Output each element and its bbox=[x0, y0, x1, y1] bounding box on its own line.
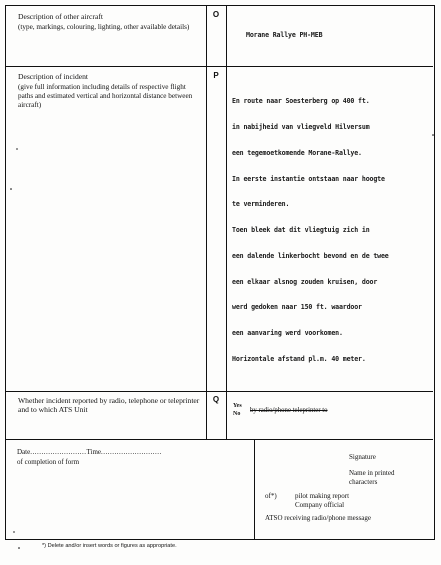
answer-line: Horizontale afstand pl.m. 40 meter. bbox=[232, 355, 366, 363]
printed-name-label: Name in printed characters bbox=[349, 469, 395, 486]
time-label-text: Time bbox=[86, 448, 101, 456]
row-divider-q-footer bbox=[6, 439, 433, 440]
answer-line: werd gedoken naar 150 ft. waardoor bbox=[232, 303, 362, 312]
of-label: of*) bbox=[265, 492, 277, 500]
section-p-instructions: (give full information including details of respective flight paths and estimated vertical and horizontal distance between aircraft) bbox=[18, 83, 193, 109]
section-p-letter: P bbox=[213, 71, 219, 80]
letter-column-divider bbox=[226, 6, 227, 439]
completion-label: of completion of form bbox=[17, 458, 80, 466]
section-q-no: No bbox=[233, 411, 241, 417]
scan-speck bbox=[10, 188, 12, 190]
section-q-title: Whether incident reported by radio, telephone or teleprinter and to which ATS Unit bbox=[18, 396, 200, 414]
section-p-title: Description of incident bbox=[18, 72, 89, 81]
scan-speck bbox=[13, 531, 15, 533]
footnote: *) Delete and/or insert words or figures as appropriate. bbox=[42, 543, 177, 549]
section-o-answer: Morane Rallye PH-MEB bbox=[246, 31, 323, 39]
date-label bbox=[17, 448, 162, 457]
section-o-title: Description of other aircraft bbox=[18, 12, 103, 21]
scan-speck bbox=[432, 134, 434, 136]
answer-line: een tegemoetkomende Morane-Rallye. bbox=[232, 148, 362, 157]
date-dots: ......................... bbox=[30, 448, 87, 456]
row-divider-o-p bbox=[6, 66, 433, 67]
section-q-letter: Q bbox=[212, 395, 220, 404]
section-p-answer bbox=[232, 80, 389, 381]
incident-report-form bbox=[5, 5, 435, 540]
section-o-instructions: (type, markings, colouring, lighting, other available details) bbox=[18, 23, 190, 31]
answer-line: een aanvaring werd voorkomen. bbox=[232, 329, 343, 338]
company-label: Company official bbox=[295, 501, 345, 509]
section-q-method: by radio/phone teleprinter to bbox=[250, 407, 328, 414]
signature-label: Signature bbox=[349, 453, 376, 461]
section-o-letter: O bbox=[212, 10, 220, 19]
answer-line: In eerste instantie ontstaan naar hoogte bbox=[232, 174, 385, 183]
answer-line: En route naar Soesterberg op 400 ft. bbox=[232, 97, 370, 106]
footer-divider bbox=[254, 439, 255, 540]
row-divider-p-q bbox=[6, 391, 433, 392]
answer-line: een elkaar alsnog zouden kruisen, door bbox=[232, 277, 378, 286]
atso-label: ATSO receiving radio/phone message bbox=[265, 514, 371, 522]
scan-speck bbox=[18, 547, 20, 549]
date-label-text: Date bbox=[17, 448, 31, 456]
time-dots: ........................... bbox=[101, 448, 162, 456]
label-column-divider bbox=[206, 6, 207, 439]
answer-line: een dalende linkerbocht bevond en de twee bbox=[232, 251, 389, 260]
answer-line: Toen bleek dat dit vliegtuig zich in bbox=[232, 226, 370, 235]
pilot-label: pilot making report bbox=[295, 492, 350, 500]
scan-speck bbox=[16, 148, 18, 150]
answer-line: in nabijheid van vliegveld Hilversum bbox=[232, 122, 370, 131]
answer-line: te verminderen. bbox=[232, 200, 290, 209]
section-q-yes: Yes bbox=[233, 403, 242, 409]
